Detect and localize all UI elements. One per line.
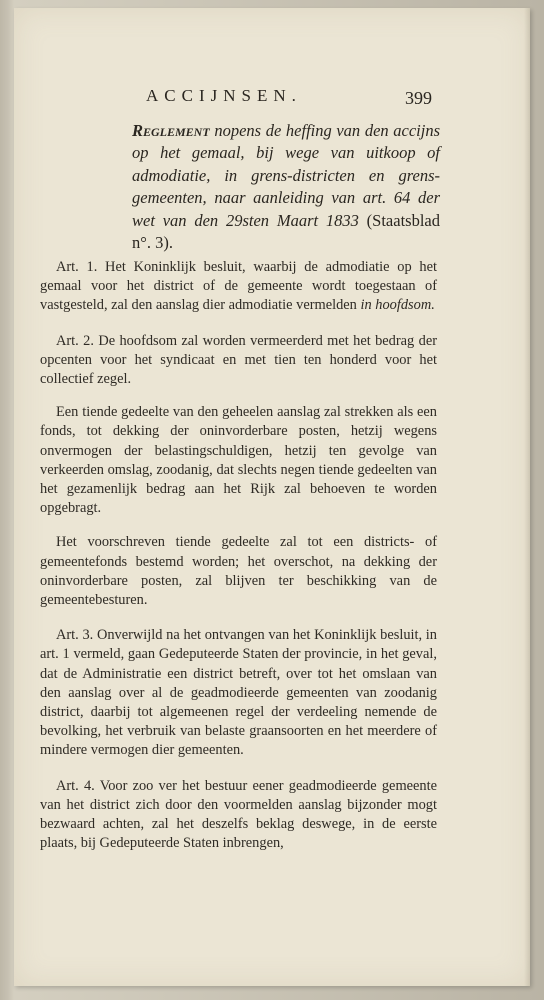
page-number: 399	[405, 88, 432, 108]
paragraph-art-1	[40, 258, 437, 316]
heading-italic-text: nopens de heffing van den accijns op het gemaal, bij wege van uitkoop of admodiatie, in grens-districten en grens-gemeenten, naar aanleiding van art. 64 der wet van den 29sten Maart 1833	[132, 121, 441, 230]
page	[14, 8, 530, 986]
paragraph-emphasis: in hoofdsom.	[360, 297, 435, 314]
page-header	[14, 86, 530, 112]
heading-first-word: Reglement	[132, 121, 210, 140]
paragraph: Een tiende gedeelte van den geheelen aanslag zal strekken als een fonds, tot dekking der oninvorderbare posten, hetzij wegens onvermogen der belastingschuldigen, hetzij ten gevolge van verkeerden omslag, zoodanig, dat slechts negen tiende gedeelten van het gezamenlijk bedrag aan het Rijk zal behoeven te worden opgebragt.	[40, 404, 437, 517]
paragraph-art-2: Art. 2. De hoofdsom zal worden vermeerderd met het bedrag der opcenten voor het syndicaat en met tien ten honderd voor het collectief zegel.	[40, 332, 437, 388]
paragraph: Het voorschreven tiende gedeelte zal tot een districts- of gemeentefonds bestemd worden; het overschot, na dekking der oninvorderbare posten, zal blijven ter beschikking van de gemeentebesturen.	[40, 534, 437, 609]
running-title: ACCIJNSEN.	[146, 86, 302, 105]
paragraph-text: Art. 1. Het Koninklijk besluit, waarbij de admodiatie op het gemaal voor het district of de gemeente wordt toegestaan of vastgesteld, zal den aanslag dier admodiatie vermelden	[40, 259, 437, 314]
paragraph-art-3: Art. 3. Onverwijld na het ontvangen van het Koninklijk besluit, in art. 1 vermeld, gaan Gedeputeerde Staten der provincie, in het geval, dat de Administratie een district betreft, over tot het omslaan van den aanslag over al de geadmodieerde gemeenten van zoodanig district, daarbij tot algemeenen regel der verdeeling nemende de bevolking, het verbruik van belaste graansoorten en het meerdere of mindere vermogen dier gemeenten.	[40, 627, 437, 759]
section-heading	[132, 120, 440, 254]
page-edge-shadow	[524, 8, 530, 986]
paragraph-art-4: Art. 4. Voor zoo ver het bestuur eener geadmodieerde gemeente van het district zich door den voormelden aanslag bijzonder mogt bezwaard achten, zal het deszelfs beklag deswege, in de eerste plaats, bij Gedeputeerde Staten inbrengen,	[40, 777, 437, 852]
heading-citation: (Staatsblad n°. 3).	[132, 210, 440, 253]
body-text	[40, 258, 437, 869]
